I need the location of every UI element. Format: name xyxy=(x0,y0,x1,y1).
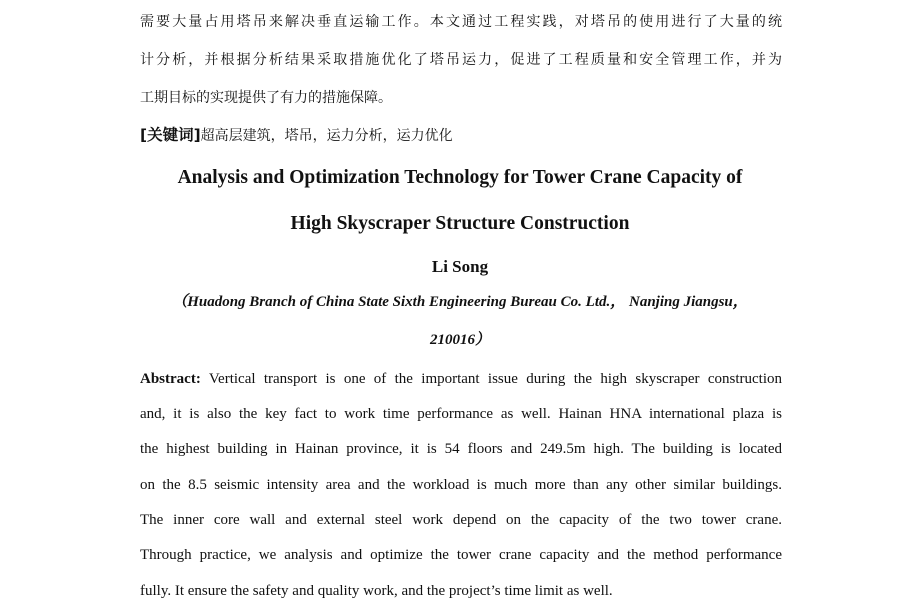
abstract-text: Vertical transport is one of the important issue during the high skyscraper construction xyxy=(208,371,782,387)
abstract-line: and, it is also the key fact to work time performance as well. Hainan HNA international plaza is xyxy=(140,406,782,422)
keywords: 超高层建筑，塔吊，运力分析，运力优化 xyxy=(200,128,453,144)
paper-title-line: Analysis and Optimization Technology for Tower Crane Capacity of xyxy=(177,167,743,188)
keywords-line xyxy=(140,125,782,146)
abstract-line: The inner core wall and external steel work depend on the capacity of the two tower crane. xyxy=(140,512,782,528)
cn-abstract-line: 需要大量占用塔吊来解决垂直运输工作。本文通过工程实践，对塔吊的使用进行了大量的统 xyxy=(140,14,782,30)
abstract-line: fully. It ensure the safety and quality work, and the project’s time limit as well. xyxy=(140,583,613,599)
abstract-line: Through practice, we analysis and optimize the tower crane capacity and the method performance xyxy=(140,547,782,563)
cn-abstract-line: 计分析，并根据分析结果采取措施优化了塔吊运力，促进了工程质量和安全管理工作，并为 xyxy=(140,52,782,68)
abstract-label: Abstract: xyxy=(140,371,201,387)
cn-abstract-line: 工期目标的实现提供了有力的措施保障。 xyxy=(140,90,392,106)
paper-title-line: High Skyscraper Structure Construction xyxy=(290,213,630,234)
abstract-line: on the 8.5 seismic intensity area and the workload is much more than any other similar buildings. xyxy=(140,477,782,493)
keywords-label: [关键词] xyxy=(140,126,201,144)
affiliation-line: （Huadong Branch of China State Sixth Engineering Bureau Co. Ltd.， Nanjing Jiangsu， xyxy=(172,294,748,310)
affiliation-line: 210016） xyxy=(429,332,490,348)
author: Li Song xyxy=(431,257,489,276)
abstract-line: the highest building in Hainan province, it is 54 floors and 249.5m high. The building is located xyxy=(140,441,782,457)
abstract-line xyxy=(140,369,782,389)
